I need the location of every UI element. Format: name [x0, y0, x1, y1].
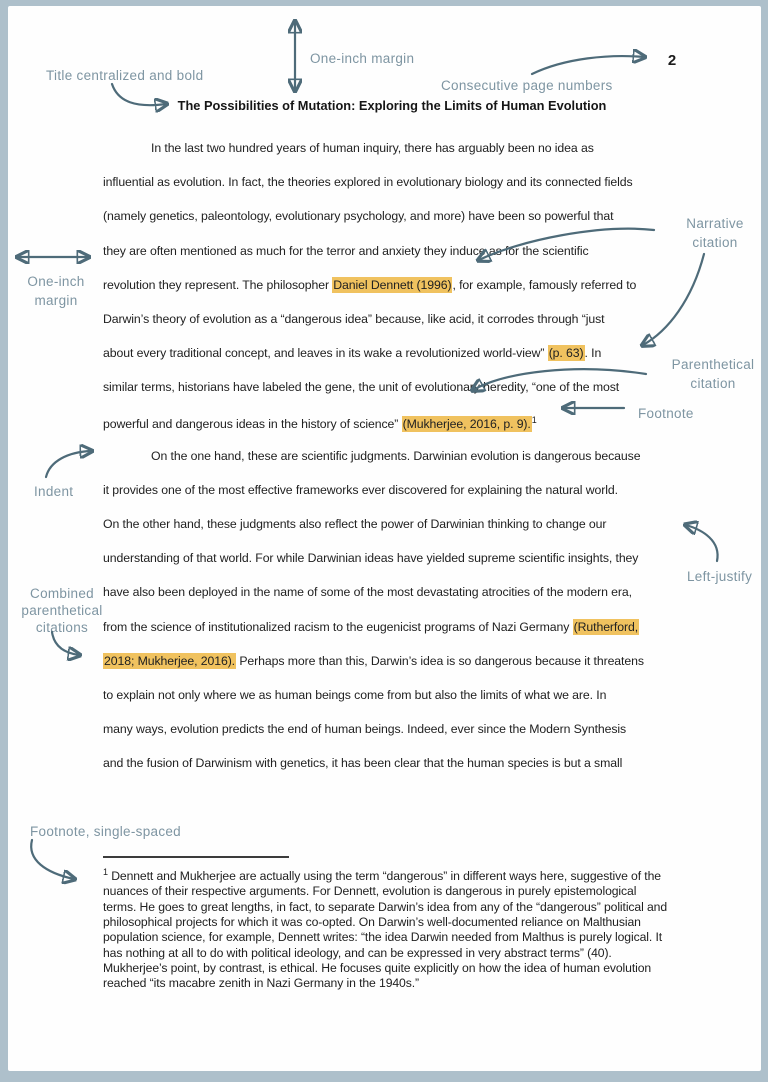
body-line: to explain not only where we as human beings come from but also the limits of what we are. In: [103, 688, 607, 702]
body-line: many ways, evolution predicts the end of human beings. Indeed, ever since the Modern Synthesis: [103, 722, 627, 737]
body-line: understanding of that world. For while Darwinian ideas have yielded supreme scientific insights, they: [103, 551, 639, 566]
annotation-footnote-spacing: Footnote, single-spaced: [30, 824, 181, 839]
body-line: about every traditional concept, and leaves in its wake a revolutionized world-view” (p. 63). In: [103, 346, 602, 361]
page-number: 2: [667, 52, 677, 69]
document-title: The Possibilities of Mutation: Exploring the Limits of Human Evolution: [177, 98, 607, 113]
annotation-page-numbers: Consecutive page numbers: [441, 78, 613, 93]
body-line: Darwin’s theory of evolution as a “dangerous idea” because, like acid, it corrodes through “just: [103, 311, 605, 326]
body-line: from the science of institutionalized racism to the eugenicist programs of Nazi Germany (Rutherford,: [103, 619, 639, 634]
annotation-left-margin: One-inch margin: [27, 274, 85, 308]
body-line: they are often mentioned as much for the terror and anxiety they induce as for the scientific: [103, 243, 589, 258]
footnote-separator-line: [103, 856, 289, 858]
body-line: influential as evolution. In fact, the theories explored in evolutionary biology and its connected fields: [103, 175, 633, 190]
body-line: (namely genetics, paleontology, evolutionary psychology, and more) have been so powerful that: [103, 209, 614, 224]
annotation-combined-citations: Combined parenthetical citations: [21, 586, 103, 635]
body-line: On the one hand, these are scientific judgments. Darwinian evolution is dangerous because: [151, 448, 641, 463]
body-line: have also been deployed in the name of some of the most devastating atrocities of the modern era,: [103, 585, 632, 600]
body-line: In the last two hundred years of human inquiry, there has arguably been no idea as: [151, 141, 594, 155]
highlighted-citation: (Rutherford,: [573, 619, 639, 634]
highlighted-citation: (p. 63): [548, 346, 584, 361]
footnote-marker: 1: [103, 867, 108, 877]
annotation-title: Title centralized and bold: [46, 68, 204, 83]
body-line: revolution they represent. The philosopher Daniel Dennett (1996), for example, famously referred to: [103, 277, 637, 292]
highlighted-citation: Daniel Dennett (1996): [333, 277, 452, 292]
highlighted-citation: 2018; Mukherjee, 2016).: [104, 653, 236, 668]
body-line: On the other hand, these judgments also reflect the power of Darwinian thinking to change our: [103, 517, 607, 532]
annotation-parenthetical-citation: Parenthetical citation: [671, 357, 755, 391]
body-line: it provides one of the most effective frameworks ever discovered for explaining the natural world.: [103, 482, 618, 497]
annotation-top-margin: One-inch margin: [310, 51, 415, 66]
highlighted-citation: (Mukherjee, 2016, p. 9).: [402, 416, 531, 431]
annotation-footnote: Footnote: [638, 406, 694, 421]
body-line: 2018; Mukherjee, 2016). Perhaps more than this, Darwin’s idea is so dangerous because it threatens: [104, 653, 644, 668]
body-line: and the fusion of Darwinism with genetics, it has been clear that the human species is but a small: [103, 756, 623, 771]
annotation-left-justify: Left-justify: [687, 569, 753, 584]
annotation-narrative-citation: Narrative citation: [686, 216, 744, 250]
body-line: similar terms, historians have labeled the gene, the unit of evolutionary heredity, “one of the most: [103, 380, 620, 395]
annotation-indent: Indent: [34, 484, 74, 499]
footnote-body: Dennett and Mukherjee are actually using the term “dangerous” in different ways here, suggestive of the nuances of their respective arguments. For Dennett, evolution is dangerous in purely epistemological terms. He goes to great lengths, in fact, to separate Darwin’s idea from any of the “dangerous” political and philosophical projects for which it was co-opted. On Darwin’s well-documented reliance on Malthusian population science, for example, Dennett writes: “the idea Darwin needed from Malthus is purely logical. It has nothing at all to do with political ideology, and can be expressed in very abstract terms” (40). Mukherjee’s point, by contrast, is ethical. He focuses quite explicitly on how the idea of human evolution reached “its macabre zenith in Nazi Germany in the 1940s.”: [103, 869, 668, 991]
document-page: [8, 6, 761, 1071]
footnote-text: [103, 865, 670, 991]
body-line: powerful and dangerous ideas in the history of science” (Mukherjee, 2016, p. 9).$^1$: [103, 414, 537, 431]
body-text: [103, 141, 683, 791]
